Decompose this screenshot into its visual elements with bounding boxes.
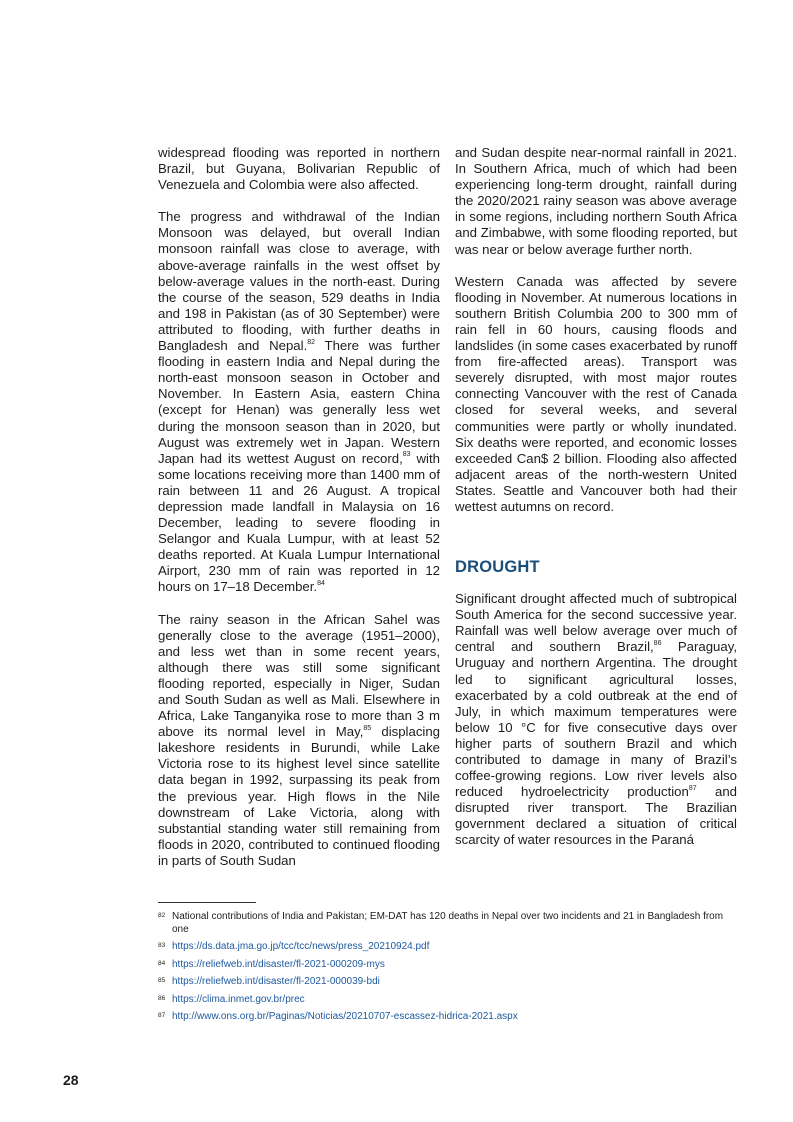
left-column bbox=[158, 145, 440, 869]
paragraph-drought-south-america: Significant drought affected much of subtropical South America for the second successive year. Rainfall was well below average over much of central and southern Brazil,$^{86}$ Paraguay, Uruguay and northern Argentina. The drought led to significant agricultural losses, exacerbated by a cold outbreak at the end of July, in which maximum temperatures were below 10 °C for five consecutive days over higher parts of southern Brazil and which contributed to damage in many of Brazil’s coffee-growing regions. Low river levels also reduced hydroelectricity production$^{87}$ and disrupted river transport. The Brazilian government declared a situation of critical scarcity of water resources in the Paraná bbox=[455, 591, 737, 848]
footnote-83 bbox=[158, 941, 738, 954]
footnote-number: 84 bbox=[158, 959, 166, 967]
footnote-text: National contributions of India and Pakistan; EM-DAT has 120 deaths in Nepal over two incidents and 21 in Bangladesh from one bbox=[172, 911, 724, 935]
paragraph-western-canada: Western Canada was affected by severe flooding in November. At numerous locations in southern British Columbia 200 to 300 mm of rain fell in 60 hours, causing floods and landslides (in some cases exacerbated by runoff from fire-affected areas). Transport was severely disrupted, with most major routes connecting Vancouver with the rest of Canada closed for several weeks, and several communities were partly or wholly inundated. Six deaths were reported, and economic losses exceeded Can$ 2 billion. Flooding also affected adjacent areas of the north-western United States. Seattle and Vancouver both had their wettest autumns on record. bbox=[455, 273, 737, 514]
footnote-ref-83[interactable]: 83 bbox=[402, 451, 411, 459]
footnote-link-reliefweb-mys[interactable]: https://reliefweb.int/disaster/fl-2021-000209-mys bbox=[172, 958, 385, 970]
footnote-ref-87[interactable]: 87 bbox=[688, 784, 697, 792]
footnote-number: 85 bbox=[158, 977, 166, 984]
footnote-87 bbox=[158, 1011, 738, 1024]
paragraph-southern-africa: and Sudan despite near-normal rainfall in 2021. In Southern Africa, much of which had been experiencing long-term drought, rainfall during the 2020/2021 rainy season was above average in some regions, including northern South Africa and Zimbabwe, with some flooding reported, but was near or below average further north. bbox=[455, 145, 737, 257]
footnote-number: 86 bbox=[158, 994, 166, 1002]
footnote-number: 87 bbox=[158, 1012, 166, 1019]
footnote-link-jma[interactable]: https://ds.data.jma.go.jp/tcc/tcc/news/press_20210924.pdf bbox=[172, 941, 430, 952]
section-heading-drought: DROUGHT bbox=[455, 558, 540, 577]
paragraph-flooding-south-america: widespread flooding was reported in northern Brazil, but Guyana, Bolivarian Republic of Venezuela and Colombia were also affected. bbox=[158, 145, 440, 193]
footnote-link-ons[interactable]: http://www.ons.org.br/Paginas/Noticias/20210707-escassez-hidrica-2021.aspx bbox=[172, 1011, 518, 1022]
footnote-85 bbox=[158, 976, 738, 989]
footnote-ref-82[interactable]: 82 bbox=[307, 338, 316, 346]
footnote-number: 82 bbox=[158, 912, 166, 919]
page-number: 28 bbox=[63, 1072, 79, 1088]
footnotes bbox=[158, 911, 738, 1029]
footnote-ref-86[interactable]: 86 bbox=[653, 639, 662, 647]
right-column bbox=[455, 145, 737, 849]
footnote-link-reliefweb-bdi[interactable]: https://reliefweb.int/disaster/fl-2021-000039-bdi bbox=[172, 976, 380, 987]
footnote-84 bbox=[158, 959, 738, 972]
footnote-ref-84[interactable]: 84 bbox=[317, 580, 325, 588]
paragraph-indian-monsoon: The progress and withdrawal of the Indian Monsoon was delayed, but overall Indian monsoon rainfall was close to average, with above-average rainfalls in the west offset by below-average values in the north-east. During the course of the season, 529 deaths in India and 198 in Pakistan (as of 30 September) were attributed to flooding, with further deaths in Bangladesh and Nepal.$^{82}$ There was further flooding in eastern India and Nepal during the north-east monsoon season in October and November. In Eastern Asia, eastern China (except for Henan) was generally less wet during the monsoon season than in 2020, but August was extremely wet in Japan. Western Japan had its wettest August on record,$^{83}$ with some locations receiving more than 1400 mm of rain between 11 and 26 August. A tropical depression made landfall in Malaysia on 16 December, leading to severe flooding in Selangor and Kuala Lumpur, with at least 52 deaths reported. At Kuala Lumpur International Airport, 230 mm of rain was reported in 12 hours on 17–18 December.$^{84}$ bbox=[158, 209, 440, 595]
footnote-number: 83 bbox=[158, 942, 166, 949]
footnote-divider bbox=[158, 902, 256, 903]
paragraph-african-sahel: The rainy season in the African Sahel was generally close to the average (1951–2000), and less wet than in some recent years, although there was still some significant flooding reported, especially in Niger, Sudan and South Sudan as well as Mali. Elsewhere in Africa, Lake Tanganyika rose to more than 3 m above its normal level in May,$^{85}$ displacing lakeshore residents in Burundi, while Lake Victoria rose to its highest level since satellite data began in 1992, surpassing its peak from the previous year. High flows in the Nile downstream of Lake Victoria, along with substantial standing water still remaining from floods in 2020, contributed to continued flooding in parts of South Sudan bbox=[158, 611, 441, 868]
footnote-link-inmet[interactable]: https://clima.inmet.gov.br/prec bbox=[172, 993, 305, 1005]
footnote-ref-85[interactable]: 85 bbox=[363, 724, 372, 732]
footnote-82 bbox=[158, 911, 738, 936]
footnote-86 bbox=[158, 994, 738, 1007]
